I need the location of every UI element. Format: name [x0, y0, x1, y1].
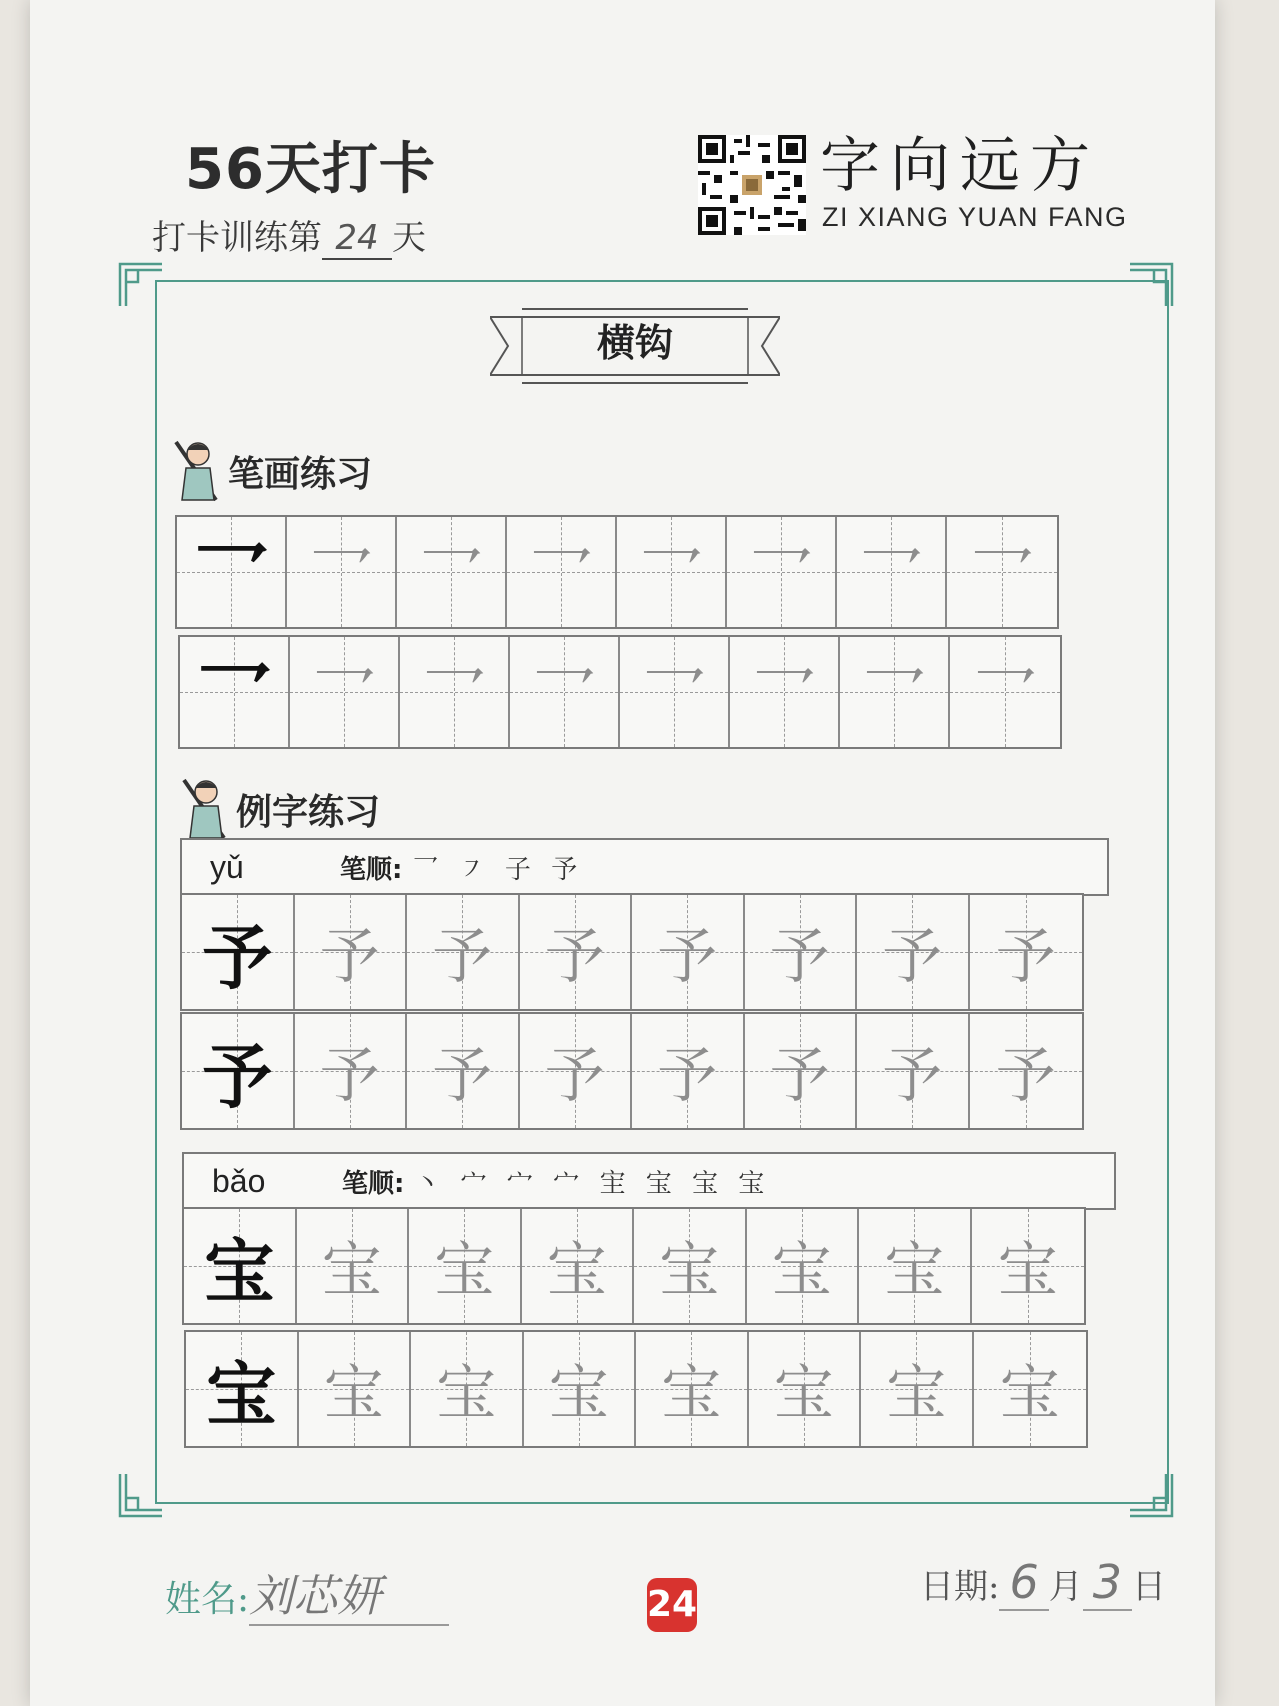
brand-name: 字向远方 — [820, 131, 1100, 201]
trace-cell — [400, 637, 510, 747]
lesson-title: 横钩 — [596, 321, 673, 365]
char-pinyin: yǔ — [210, 848, 244, 885]
trace-cell — [510, 637, 620, 747]
day-unit: 日 — [1132, 1567, 1167, 1607]
name-value: 刘芯妍 — [249, 1560, 449, 1626]
trace-cell — [857, 895, 970, 1009]
trace-glyph: 宝 — [886, 1359, 947, 1429]
trace-cell — [407, 1014, 520, 1128]
trace-glyph: 宝 — [771, 1236, 832, 1306]
char-pinyin: bǎo — [212, 1162, 266, 1199]
char-grid-row — [184, 1330, 1088, 1448]
trace-cell — [522, 1209, 635, 1323]
day-number: 24 — [322, 218, 392, 260]
trace-glyph: 宝 — [884, 1236, 945, 1306]
model-glyph: 宝 — [206, 1352, 277, 1436]
trace-cell — [747, 1209, 860, 1323]
model-glyph: 予 — [202, 1034, 273, 1118]
trace-cell — [524, 1332, 637, 1446]
trace-glyph: 予 — [882, 1041, 943, 1111]
trace-cell — [407, 895, 520, 1009]
trace-glyph: 乛 — [531, 661, 597, 736]
stroke-grid-row — [175, 515, 1059, 629]
char-grid-row — [180, 893, 1084, 1011]
stroke-grid-row — [178, 635, 1062, 749]
trace-cell — [745, 1014, 858, 1128]
day-counter — [152, 210, 426, 260]
trace-glyph: 予 — [657, 1041, 718, 1111]
trace-cell — [617, 517, 727, 627]
trace-cell — [620, 637, 730, 747]
char-info-bar — [182, 1152, 1116, 1210]
trace-cell — [861, 1332, 974, 1446]
name-field — [165, 1560, 449, 1626]
trace-glyph: 宝 — [321, 1236, 382, 1306]
trace-glyph: 予 — [995, 922, 1056, 992]
trace-glyph: 乛 — [418, 541, 484, 616]
date-label: 日期: — [920, 1567, 1000, 1607]
trace-cell — [520, 895, 633, 1009]
trace-glyph: 乛 — [641, 661, 707, 736]
trace-cell — [970, 1014, 1083, 1128]
trace-cell — [974, 1332, 1087, 1446]
trace-glyph: 宝 — [661, 1359, 722, 1429]
trace-cell — [632, 895, 745, 1009]
trace-cell — [290, 637, 400, 747]
stroke-order-sequence: 丶 宀 宀 宀 宔 宝 宝 宝 — [414, 1168, 771, 1199]
model-glyph: 宝 — [204, 1229, 275, 1313]
trace-glyph: 予 — [544, 1041, 605, 1111]
trace-glyph: 宝 — [434, 1236, 495, 1306]
trace-cell — [295, 895, 408, 1009]
scholar-mascot-icon — [176, 776, 230, 842]
model-cell — [184, 1209, 297, 1323]
trace-glyph: 乛 — [748, 541, 814, 616]
trace-glyph: 宝 — [323, 1359, 384, 1429]
trace-glyph: 宝 — [436, 1359, 497, 1429]
trace-cell — [634, 1209, 747, 1323]
stroke-order-sequence: 乛 ㇇ 子 予 — [412, 854, 584, 885]
trace-cell — [636, 1332, 749, 1446]
model-glyph: 乛 — [193, 533, 269, 623]
char-practice-heading — [176, 776, 380, 842]
trace-glyph: 宝 — [659, 1236, 720, 1306]
brand-pinyin: ZI XIANG YUAN FANG — [822, 202, 1128, 232]
trace-cell — [837, 517, 947, 627]
corner-ornament-icon — [118, 262, 164, 308]
trace-glyph: 予 — [544, 922, 605, 992]
trace-cell — [411, 1332, 524, 1446]
model-glyph: 予 — [202, 915, 273, 999]
char-practice-title: 例字练习 — [236, 791, 381, 833]
day-suffix: 天 — [392, 218, 426, 258]
trace-glyph: 予 — [319, 1041, 380, 1111]
trace-cell — [970, 895, 1083, 1009]
trace-cell — [857, 1014, 970, 1128]
worksheet-page — [30, 0, 1215, 1706]
page-number-badge: 24 — [647, 1578, 697, 1632]
trace-glyph: 予 — [769, 922, 830, 992]
trace-cell — [950, 637, 1060, 747]
date-month: 6 — [999, 1555, 1048, 1611]
trace-cell — [972, 1209, 1085, 1323]
char-grid-row — [182, 1207, 1086, 1325]
corner-ornament-icon — [1128, 262, 1174, 308]
trace-glyph: 乛 — [972, 661, 1038, 736]
qr-code-icon — [698, 135, 806, 235]
trace-cell — [520, 1014, 633, 1128]
model-glyph: 乛 — [196, 653, 272, 743]
trace-glyph: 宝 — [548, 1359, 609, 1429]
trace-cell — [947, 517, 1057, 627]
trace-glyph: 乛 — [858, 541, 924, 616]
trace-cell — [507, 517, 617, 627]
trace-cell — [727, 517, 837, 627]
trace-glyph: 乛 — [421, 661, 487, 736]
corner-ornament-icon — [118, 1472, 164, 1518]
date-day: 3 — [1083, 1555, 1132, 1611]
trace-glyph: 乛 — [308, 541, 374, 616]
date-field — [920, 1555, 1166, 1609]
scholar-mascot-icon — [168, 438, 222, 504]
trace-cell — [730, 637, 840, 747]
trace-glyph: 予 — [432, 1041, 493, 1111]
trace-glyph: 乛 — [751, 661, 817, 736]
model-cell — [186, 1332, 299, 1446]
stroke-practice-heading — [168, 438, 372, 504]
trace-glyph: 予 — [657, 922, 718, 992]
name-label: 姓名: — [165, 1579, 250, 1620]
trace-cell — [749, 1332, 862, 1446]
trace-glyph: 予 — [995, 1041, 1056, 1111]
trace-cell — [299, 1332, 412, 1446]
trace-glyph: 乛 — [311, 661, 377, 736]
trace-glyph: 宝 — [546, 1236, 607, 1306]
trace-cell — [859, 1209, 972, 1323]
stroke-order-label: 笔顺: — [340, 854, 403, 885]
model-cell — [182, 895, 295, 1009]
char-grid-row — [180, 1012, 1084, 1130]
trace-cell — [409, 1209, 522, 1323]
model-cell — [182, 1014, 295, 1128]
trace-cell — [295, 1014, 408, 1128]
trace-cell — [632, 1014, 745, 1128]
trace-cell — [287, 517, 397, 627]
trace-cell — [397, 517, 507, 627]
stroke-order-label: 笔顺: — [342, 1168, 405, 1199]
char-info-bar — [180, 838, 1109, 896]
corner-ornament-icon — [1128, 1472, 1174, 1518]
month-unit: 月 — [1048, 1567, 1083, 1607]
model-cell — [180, 637, 290, 747]
trace-cell — [745, 895, 858, 1009]
trace-glyph: 乛 — [969, 541, 1035, 616]
page-title: 56天打卡 — [185, 137, 436, 202]
trace-glyph: 乛 — [638, 541, 704, 616]
trace-glyph: 宝 — [997, 1236, 1058, 1306]
trace-glyph: 予 — [769, 1041, 830, 1111]
day-prefix: 打卡训练第 — [152, 218, 322, 258]
trace-glyph: 宝 — [999, 1359, 1060, 1429]
trace-cell — [297, 1209, 410, 1323]
stroke-practice-title: 笔画练习 — [228, 453, 373, 495]
trace-glyph: 予 — [432, 922, 493, 992]
trace-glyph: 予 — [882, 922, 943, 992]
trace-glyph: 乛 — [861, 661, 927, 736]
trace-cell — [840, 637, 950, 747]
trace-glyph: 予 — [319, 922, 380, 992]
trace-glyph: 宝 — [773, 1359, 834, 1429]
trace-glyph: 乛 — [528, 541, 594, 616]
model-cell — [177, 517, 287, 627]
